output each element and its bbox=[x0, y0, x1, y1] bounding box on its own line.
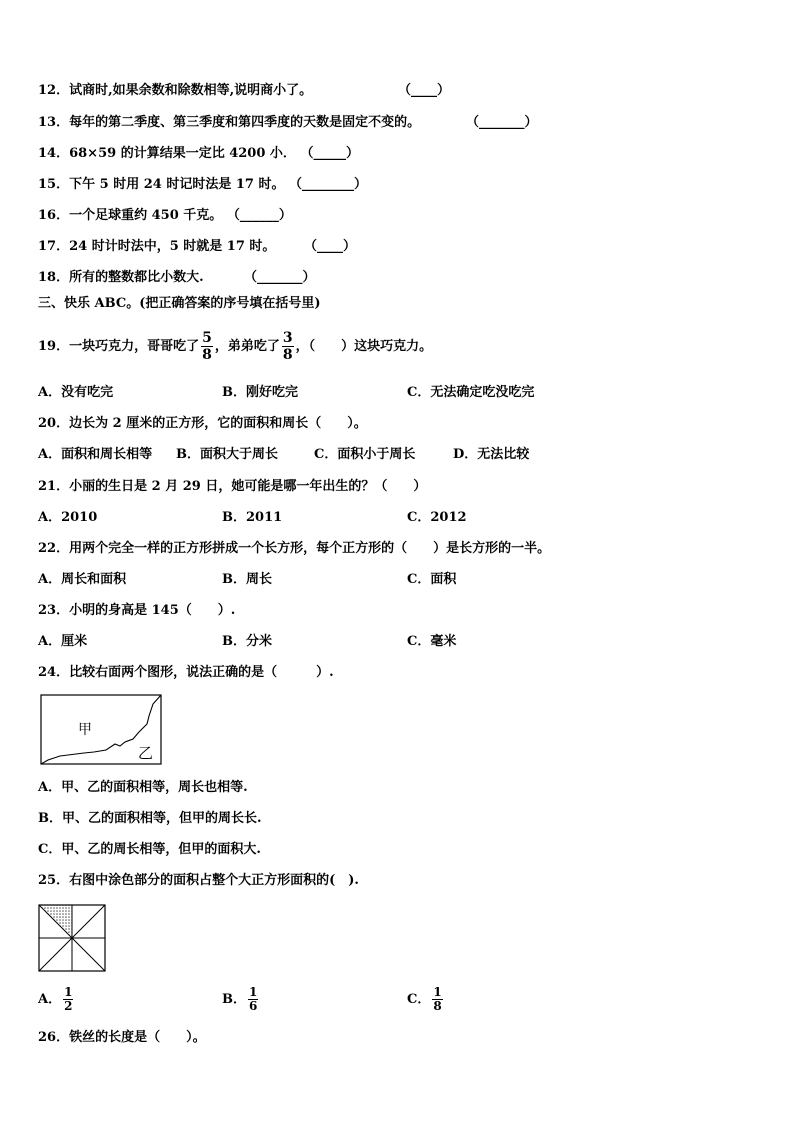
answer-blank[interactable]: （____） bbox=[304, 239, 357, 254]
question-text: 16．一个足球重约 450 千克。 bbox=[38, 208, 223, 223]
question-26: 26．铁丝的长度是（ ）。 bbox=[38, 1030, 206, 1045]
question-text: 12．试商时,如果余数和除数相等,说明商小了。 bbox=[38, 83, 313, 98]
option-c[interactable]: C．面积 bbox=[407, 572, 457, 587]
question-text: 18．所有的整数都比小数大. bbox=[38, 270, 204, 285]
question-18 bbox=[38, 269, 316, 287]
question-24: 24．比较右面两个图形，说法正确的是（ ）. bbox=[38, 665, 334, 680]
section-heading: 三、快乐 ABC。(把正确答案的序号填在括号里) bbox=[38, 296, 321, 311]
fraction: $\frac{1}{6}$ bbox=[249, 985, 258, 1013]
option-a[interactable]: A．周长和面积 bbox=[38, 572, 127, 587]
question-text: 17．24 时计时法中，5 时就是 17 时。 bbox=[38, 239, 276, 254]
answer-blank[interactable]: （_____） bbox=[300, 146, 359, 161]
option-c[interactable]: C．面积小于周长 bbox=[314, 447, 416, 462]
fraction: $\frac{5}{8}$ bbox=[202, 330, 212, 363]
option-c[interactable]: C． $\frac{1}{8}$ bbox=[407, 985, 442, 1013]
region-label-a: 甲 bbox=[78, 722, 92, 738]
option-b[interactable]: B．分米 bbox=[222, 634, 272, 649]
answer-blank[interactable]: （____） bbox=[398, 83, 451, 98]
answer-blank[interactable]: （________） bbox=[289, 177, 368, 192]
question-14 bbox=[38, 145, 359, 163]
question-15 bbox=[38, 176, 367, 194]
question-text: 19．一块巧克力，哥哥吃了 bbox=[38, 339, 200, 354]
option-a[interactable]: A．2010 bbox=[38, 510, 98, 525]
option-a[interactable]: A．面积和周长相等 bbox=[38, 447, 153, 462]
question-21: 21．小丽的生日是 2 月 29 日，她可能是哪一年出生的？（ ） bbox=[38, 479, 427, 494]
option-a[interactable]: A．没有吃完 bbox=[38, 385, 114, 400]
fraction: $\frac{1}{2}$ bbox=[64, 985, 73, 1013]
question-23: 23．小明的身高是 145（ ）. bbox=[38, 603, 236, 618]
fraction: $\frac{3}{8}$ bbox=[282, 330, 293, 363]
square-figure bbox=[38, 904, 108, 974]
answer-blank[interactable]: （_______） bbox=[244, 270, 316, 285]
option-b[interactable]: B． $\frac{1}{6}$ bbox=[222, 985, 258, 1013]
question-text: ，弟弟吃了 bbox=[214, 339, 280, 354]
option-c[interactable]: C．毫米 bbox=[407, 634, 457, 649]
option-b[interactable]: B．2011 bbox=[222, 510, 283, 525]
option-d[interactable]: D．无法比较 bbox=[453, 447, 530, 462]
question-17 bbox=[38, 238, 357, 256]
option-b[interactable]: B．甲、乙的面积相等，但甲的周长长. bbox=[38, 811, 262, 826]
option-b[interactable]: B．面积大于周长 bbox=[176, 447, 278, 462]
option-b[interactable]: B．周长 bbox=[222, 572, 272, 587]
question-20: 20．边长为 2 厘米的正方形，它的面积和周长（ ）。 bbox=[38, 416, 367, 431]
answer-blank[interactable]: （_______） bbox=[466, 115, 538, 130]
option-c[interactable]: C．无法确定吃没吃完 bbox=[407, 385, 535, 400]
question-25: 25．右图中涂色部分的面积占整个大正方形面积的( ). bbox=[38, 873, 359, 888]
fraction: $\frac{1}{8}$ bbox=[433, 985, 442, 1013]
question-13 bbox=[38, 114, 538, 132]
region-label-b: 乙 bbox=[138, 744, 154, 762]
question-19 bbox=[38, 330, 432, 364]
option-a[interactable]: A．甲、乙的面积相等，周长也相等. bbox=[38, 780, 248, 795]
question-text: ，（ ）这块巧克力。 bbox=[295, 339, 433, 354]
question-12 bbox=[38, 82, 451, 100]
answer-blank[interactable]: （______） bbox=[226, 208, 292, 223]
question-text: 14．68×59 的计算结果一定比 4200 小． bbox=[38, 146, 296, 161]
shape-comparison-figure bbox=[40, 694, 164, 766]
option-a[interactable]: A．厘米 bbox=[38, 634, 88, 649]
question-text: 15．下午 5 时用 24 时记时法是 17 时。 bbox=[38, 177, 285, 192]
question-16 bbox=[38, 207, 292, 225]
option-c[interactable]: C．甲、乙的周长相等，但甲的面积大. bbox=[38, 842, 261, 857]
option-c[interactable]: C．2012 bbox=[407, 510, 467, 525]
question-22: 22．用两个完全一样的正方形拼成一个长方形，每个正方形的（ ）是长方形的一半。 bbox=[38, 541, 551, 556]
option-b[interactable]: B．刚好吃完 bbox=[222, 385, 298, 400]
option-a[interactable]: A． $\frac{1}{2}$ bbox=[38, 985, 73, 1013]
question-text: 13．每年的第二季度、第三季度和第四季度的天数是固定不变的。 bbox=[38, 115, 421, 130]
